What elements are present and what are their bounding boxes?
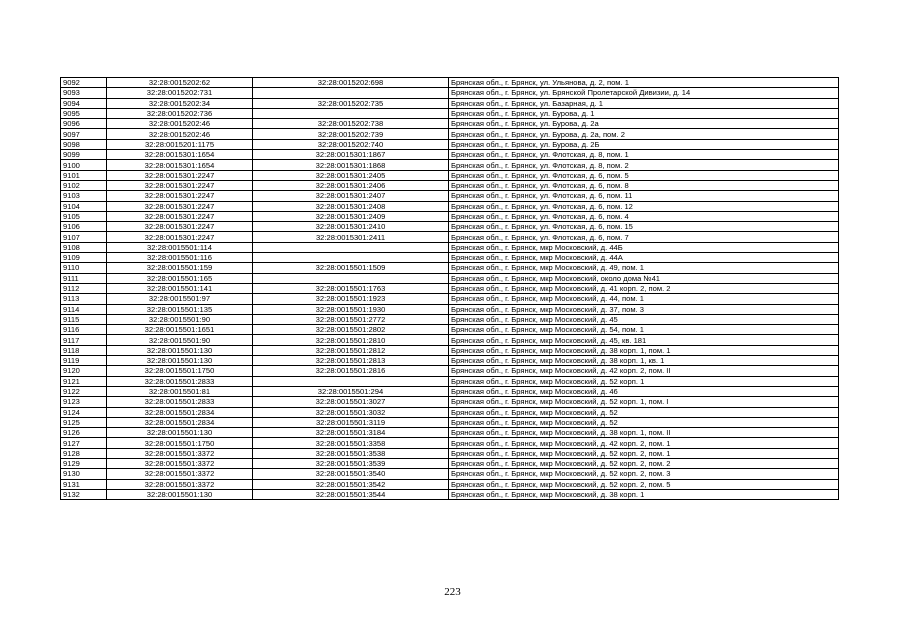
cadastral-number-cell: 32:28:0015501:3372 (107, 469, 253, 479)
table-row (61, 180, 839, 190)
table-row (61, 417, 839, 427)
premises-cadastral-number-cell (253, 253, 449, 263)
cadastral-number-cell: 32:28:0015301:2247 (107, 191, 253, 201)
table-row (61, 139, 839, 149)
row-number-cell: 9099 (61, 150, 107, 160)
cadastral-number-cell: 32:28:0015501:159 (107, 263, 253, 273)
address-cell: Брянская обл., г. Брянск, мкр Московский, д. 37, пом. 3 (449, 304, 839, 314)
table-row (61, 108, 839, 118)
cadastral-number-cell: 32:28:0015202:731 (107, 88, 253, 98)
cadastral-number-cell: 32:28:0015501:3372 (107, 458, 253, 468)
row-number-cell: 9105 (61, 211, 107, 221)
cadastral-number-cell: 32:28:0015501:2834 (107, 407, 253, 417)
row-number-cell: 9107 (61, 232, 107, 242)
row-number-cell: 9115 (61, 314, 107, 324)
address-cell: Брянская обл., г. Брянск, мкр Московский, около дома №41 (449, 273, 839, 283)
row-number-cell: 9103 (61, 191, 107, 201)
cadastral-number-cell: 32:28:0015202:62 (107, 78, 253, 88)
table-row (61, 211, 839, 221)
address-cell: Брянская обл., г. Брянск, мкр Московский, д. 54, пом. 1 (449, 325, 839, 335)
table-row (61, 458, 839, 468)
cadastral-number-cell: 32:28:0015501:135 (107, 304, 253, 314)
premises-cadastral-number-cell: 32:28:0015501:3540 (253, 469, 449, 479)
row-number-cell: 9129 (61, 458, 107, 468)
cadastral-number-cell: 32:28:0015501:3372 (107, 479, 253, 489)
premises-cadastral-number-cell: 32:28:0015301:2409 (253, 211, 449, 221)
premises-cadastral-number-cell (253, 273, 449, 283)
table-row (61, 366, 839, 376)
premises-cadastral-number-cell: 32:28:0015501:2816 (253, 366, 449, 376)
cadastral-number-cell: 32:28:0015501:130 (107, 428, 253, 438)
table-row (61, 222, 839, 232)
premises-cadastral-number-cell (253, 88, 449, 98)
row-number-cell: 9101 (61, 170, 107, 180)
table-row (61, 253, 839, 263)
table-row (61, 479, 839, 489)
address-cell: Брянская обл., г. Брянск, ул. Брянской Пролетарской Дивизии, д. 14 (449, 88, 839, 98)
cadastral-number-cell: 32:28:0015301:2247 (107, 232, 253, 242)
address-cell: Брянская обл., г. Брянск, мкр Московский, д. 45 (449, 314, 839, 324)
table-row (61, 397, 839, 407)
cadastral-number-cell: 32:28:0015501:130 (107, 489, 253, 499)
address-cell: Брянская обл., г. Брянск, ул. Флотская, д. 6, пом. 7 (449, 232, 839, 242)
address-cell: Брянская обл., г. Брянск, ул. Флотская, д. 8, пом. 1 (449, 150, 839, 160)
address-cell: Брянская обл., г. Брянск, мкр Московский, д. 52 (449, 407, 839, 417)
premises-cadastral-number-cell: 32:28:0015501:1923 (253, 294, 449, 304)
cadastral-number-cell: 32:28:0015202:34 (107, 98, 253, 108)
premises-cadastral-number-cell: 32:28:0015301:2411 (253, 232, 449, 242)
cadastral-number-cell: 32:28:0015501:2833 (107, 376, 253, 386)
row-number-cell: 9121 (61, 376, 107, 386)
cadastral-number-cell: 32:28:0015301:2247 (107, 170, 253, 180)
row-number-cell: 9102 (61, 180, 107, 190)
address-cell: Брянская обл., г. Брянск, мкр Московский, д. 44А (449, 253, 839, 263)
premises-cadastral-number-cell (253, 376, 449, 386)
table-row (61, 407, 839, 417)
row-number-cell: 9125 (61, 417, 107, 427)
table-row (61, 294, 839, 304)
row-number-cell: 9094 (61, 98, 107, 108)
row-number-cell: 9119 (61, 356, 107, 366)
row-number-cell: 9114 (61, 304, 107, 314)
premises-cadastral-number-cell: 32:28:0015501:1930 (253, 304, 449, 314)
cadastral-number-cell: 32:28:0015501:1750 (107, 438, 253, 448)
address-cell: Брянская обл., г. Брянск, ул. Флотская, д. 6, пом. 15 (449, 222, 839, 232)
premises-cadastral-number-cell: 32:28:0015501:3542 (253, 479, 449, 489)
table-row (61, 78, 839, 88)
address-cell: Брянская обл., г. Брянск, ул. Бурова, д. 1 (449, 108, 839, 118)
row-number-cell: 9106 (61, 222, 107, 232)
row-number-cell: 9093 (61, 88, 107, 98)
row-number-cell: 9109 (61, 253, 107, 263)
cadastral-number-cell: 32:28:0015501:3372 (107, 448, 253, 458)
row-number-cell: 9122 (61, 386, 107, 396)
cadastral-number-cell: 32:28:0015501:116 (107, 253, 253, 263)
cadastral-number-cell: 32:28:0015501:90 (107, 314, 253, 324)
table-row (61, 386, 839, 396)
row-number-cell: 9100 (61, 160, 107, 170)
table-row (61, 150, 839, 160)
address-cell: Брянская обл., г. Брянск, мкр Московский, д. 52 (449, 417, 839, 427)
address-cell: Брянская обл., г. Брянск, ул. Ульянова, д. 2, пом. 1 (449, 78, 839, 88)
row-number-cell: 9113 (61, 294, 107, 304)
premises-cadastral-number-cell: 32:28:0015301:2410 (253, 222, 449, 232)
address-cell: Брянская обл., г. Брянск, мкр Московский, д. 38 корп. 1, пом. II (449, 428, 839, 438)
cadastral-number-cell: 32:28:0015202:736 (107, 108, 253, 118)
table-row (61, 129, 839, 139)
table-row (61, 438, 839, 448)
cadastral-number-cell: 32:28:0015501:2833 (107, 397, 253, 407)
row-number-cell: 9108 (61, 242, 107, 252)
table-row (61, 356, 839, 366)
row-number-cell: 9096 (61, 119, 107, 129)
premises-cadastral-number-cell: 32:28:0015501:2772 (253, 314, 449, 324)
cadastral-number-cell: 32:28:0015501:130 (107, 345, 253, 355)
cadastral-number-cell: 32:28:0015301:2247 (107, 180, 253, 190)
cadastral-number-cell: 32:28:0015301:2247 (107, 201, 253, 211)
address-cell: Брянская обл., г. Брянск, ул. Бурова, д. 2а (449, 119, 839, 129)
premises-cadastral-number-cell: 32:28:0015501:3358 (253, 438, 449, 448)
address-cell: Брянская обл., г. Брянск, мкр Московский, д. 44, пом. 1 (449, 294, 839, 304)
premises-cadastral-number-cell (253, 242, 449, 252)
row-number-cell: 9092 (61, 78, 107, 88)
table-row (61, 88, 839, 98)
address-cell: Брянская обл., г. Брянск, мкр Московский, д. 38 корп. 1, кв. 1 (449, 356, 839, 366)
row-number-cell: 9120 (61, 366, 107, 376)
address-cell: Брянская обл., г. Брянск, мкр Московский, д. 52 корп. 1 (449, 376, 839, 386)
registry-table-body (61, 78, 839, 500)
premises-cadastral-number-cell: 32:28:0015501:3119 (253, 417, 449, 427)
row-number-cell: 9132 (61, 489, 107, 499)
premises-cadastral-number-cell: 32:28:0015501:3184 (253, 428, 449, 438)
page-number: 223 (444, 586, 461, 598)
premises-cadastral-number-cell: 32:28:0015501:1509 (253, 263, 449, 273)
table-row (61, 448, 839, 458)
cadastral-number-cell: 32:28:0015501:114 (107, 242, 253, 252)
premises-cadastral-number-cell: 32:28:0015501:294 (253, 386, 449, 396)
address-cell: Брянская обл., г. Брянск, мкр Московский, д. 49, пом. 1 (449, 263, 839, 273)
table-row (61, 170, 839, 180)
table-row (61, 242, 839, 252)
table-row (61, 325, 839, 335)
row-number-cell: 9095 (61, 108, 107, 118)
cadastral-number-cell: 32:28:0015501:81 (107, 386, 253, 396)
row-number-cell: 9097 (61, 129, 107, 139)
address-cell: Брянская обл., г. Брянск, мкр Московский, д. 52 корп. 2, пом. 3 (449, 469, 839, 479)
premises-cadastral-number-cell: 32:28:0015501:2802 (253, 325, 449, 335)
cadastral-number-cell: 32:28:0015501:1651 (107, 325, 253, 335)
row-number-cell: 9111 (61, 273, 107, 283)
cadastral-number-cell: 32:28:0015501:165 (107, 273, 253, 283)
address-cell: Брянская обл., г. Брянск, мкр Московский, д. 42 корп. 2, пом. II (449, 366, 839, 376)
address-cell: Брянская обл., г. Брянск, ул. Флотская, д. 8, пом. 2 (449, 160, 839, 170)
premises-cadastral-number-cell (253, 108, 449, 118)
address-cell: Брянская обл., г. Брянск, мкр Московский, д. 38 корп. 1, пом. 1 (449, 345, 839, 355)
address-cell: Брянская обл., г. Брянск, ул. Флотская, д. 6, пом. 4 (449, 211, 839, 221)
row-number-cell: 9110 (61, 263, 107, 273)
premises-cadastral-number-cell: 32:28:0015501:3539 (253, 458, 449, 468)
row-number-cell: 9098 (61, 139, 107, 149)
premises-cadastral-number-cell: 32:28:0015301:2408 (253, 201, 449, 211)
address-cell: Брянская обл., г. Брянск, ул. Бурова, д. 2Б (449, 139, 839, 149)
table-row (61, 273, 839, 283)
premises-cadastral-number-cell: 32:28:0015501:2813 (253, 356, 449, 366)
table-row (61, 469, 839, 479)
premises-cadastral-number-cell: 32:28:0015301:1867 (253, 150, 449, 160)
premises-cadastral-number-cell: 32:28:0015202:739 (253, 129, 449, 139)
table-row (61, 304, 839, 314)
row-number-cell: 9131 (61, 479, 107, 489)
cadastral-number-cell: 32:28:0015202:46 (107, 119, 253, 129)
address-cell: Брянская обл., г. Брянск, мкр Московский, д. 52 корп. 2, пом. 5 (449, 479, 839, 489)
address-cell: Брянская обл., г. Брянск, мкр Московский, д. 52 корп. 1, пом. I (449, 397, 839, 407)
property-registry-table (60, 77, 839, 500)
row-number-cell: 9126 (61, 428, 107, 438)
premises-cadastral-number-cell: 32:28:0015301:2405 (253, 170, 449, 180)
row-number-cell: 9117 (61, 335, 107, 345)
row-number-cell: 9128 (61, 448, 107, 458)
table-row (61, 98, 839, 108)
address-cell: Брянская обл., г. Брянск, мкр Московский, д. 44Б (449, 242, 839, 252)
premises-cadastral-number-cell: 32:28:0015301:1868 (253, 160, 449, 170)
cadastral-number-cell: 32:28:0015301:2247 (107, 211, 253, 221)
address-cell: Брянская обл., г. Брянск, мкр Московский, д. 45, кв. 181 (449, 335, 839, 345)
address-cell: Брянская обл., г. Брянск, ул. Флотская, д. 6, пом. 5 (449, 170, 839, 180)
premises-cadastral-number-cell: 32:28:0015301:2407 (253, 191, 449, 201)
cadastral-number-cell: 32:28:0015501:1750 (107, 366, 253, 376)
address-cell: Брянская обл., г. Брянск, мкр Московский, д. 52 корп. 2, пом. 1 (449, 448, 839, 458)
table-row (61, 428, 839, 438)
premises-cadastral-number-cell: 32:28:0015301:2406 (253, 180, 449, 190)
table-row (61, 335, 839, 345)
address-cell: Брянская обл., г. Брянск, мкр Московский, д. 52 корп. 2, пом. 2 (449, 458, 839, 468)
premises-cadastral-number-cell: 32:28:0015202:740 (253, 139, 449, 149)
premises-cadastral-number-cell: 32:28:0015501:2810 (253, 335, 449, 345)
address-cell: Брянская обл., г. Брянск, мкр Московский, д. 42 корп. 2, пом. 1 (449, 438, 839, 448)
premises-cadastral-number-cell: 32:28:0015501:3544 (253, 489, 449, 499)
row-number-cell: 9127 (61, 438, 107, 448)
premises-cadastral-number-cell: 32:28:0015501:3032 (253, 407, 449, 417)
address-cell: Брянская обл., г. Брянск, ул. Флотская, д. 6, пом. 8 (449, 180, 839, 190)
table-row (61, 376, 839, 386)
cadastral-number-cell: 32:28:0015301:2247 (107, 222, 253, 232)
premises-cadastral-number-cell: 32:28:0015501:1763 (253, 283, 449, 293)
cadastral-number-cell: 32:28:0015501:97 (107, 294, 253, 304)
premises-cadastral-number-cell: 32:28:0015501:3027 (253, 397, 449, 407)
cadastral-number-cell: 32:28:0015301:1654 (107, 150, 253, 160)
row-number-cell: 9112 (61, 283, 107, 293)
cadastral-number-cell: 32:28:0015501:2834 (107, 417, 253, 427)
table-row (61, 119, 839, 129)
premises-cadastral-number-cell: 32:28:0015501:2812 (253, 345, 449, 355)
address-cell: Брянская обл., г. Брянск, мкр Московский, д. 46 (449, 386, 839, 396)
premises-cadastral-number-cell: 32:28:0015202:735 (253, 98, 449, 108)
cadastral-number-cell: 32:28:0015501:141 (107, 283, 253, 293)
cadastral-number-cell: 32:28:0015201:1175 (107, 139, 253, 149)
cadastral-number-cell: 32:28:0015301:1654 (107, 160, 253, 170)
table-row (61, 263, 839, 273)
table-row (61, 232, 839, 242)
row-number-cell: 9124 (61, 407, 107, 417)
row-number-cell: 9116 (61, 325, 107, 335)
address-cell: Брянская обл., г. Брянск, ул. Флотская, д. 6, пом. 11 (449, 191, 839, 201)
row-number-cell: 9130 (61, 469, 107, 479)
row-number-cell: 9118 (61, 345, 107, 355)
address-cell: Брянская обл., г. Брянск, мкр Московский, д. 38 корп. 1 (449, 489, 839, 499)
cadastral-number-cell: 32:28:0015202:46 (107, 129, 253, 139)
premises-cadastral-number-cell: 32:28:0015501:3538 (253, 448, 449, 458)
row-number-cell: 9123 (61, 397, 107, 407)
table-row (61, 201, 839, 211)
table-row (61, 191, 839, 201)
table-row (61, 283, 839, 293)
address-cell: Брянская обл., г. Брянск, ул. Флотская, д. 6, пом. 12 (449, 201, 839, 211)
address-cell: Брянская обл., г. Брянск, ул. Бурова, д. 2а, пом. 2 (449, 129, 839, 139)
table-row (61, 314, 839, 324)
cadastral-number-cell: 32:28:0015501:130 (107, 356, 253, 366)
address-cell: Брянская обл., г. Брянск, мкр Московский, д. 41 корп. 2, пом. 2 (449, 283, 839, 293)
cadastral-number-cell: 32:28:0015501:90 (107, 335, 253, 345)
table-row (61, 489, 839, 499)
row-number-cell: 9104 (61, 201, 107, 211)
table-row (61, 160, 839, 170)
table-row (61, 345, 839, 355)
premises-cadastral-number-cell: 32:28:0015202:698 (253, 78, 449, 88)
premises-cadastral-number-cell: 32:28:0015202:738 (253, 119, 449, 129)
address-cell: Брянская обл., г. Брянск, ул. Базарная, д. 1 (449, 98, 839, 108)
